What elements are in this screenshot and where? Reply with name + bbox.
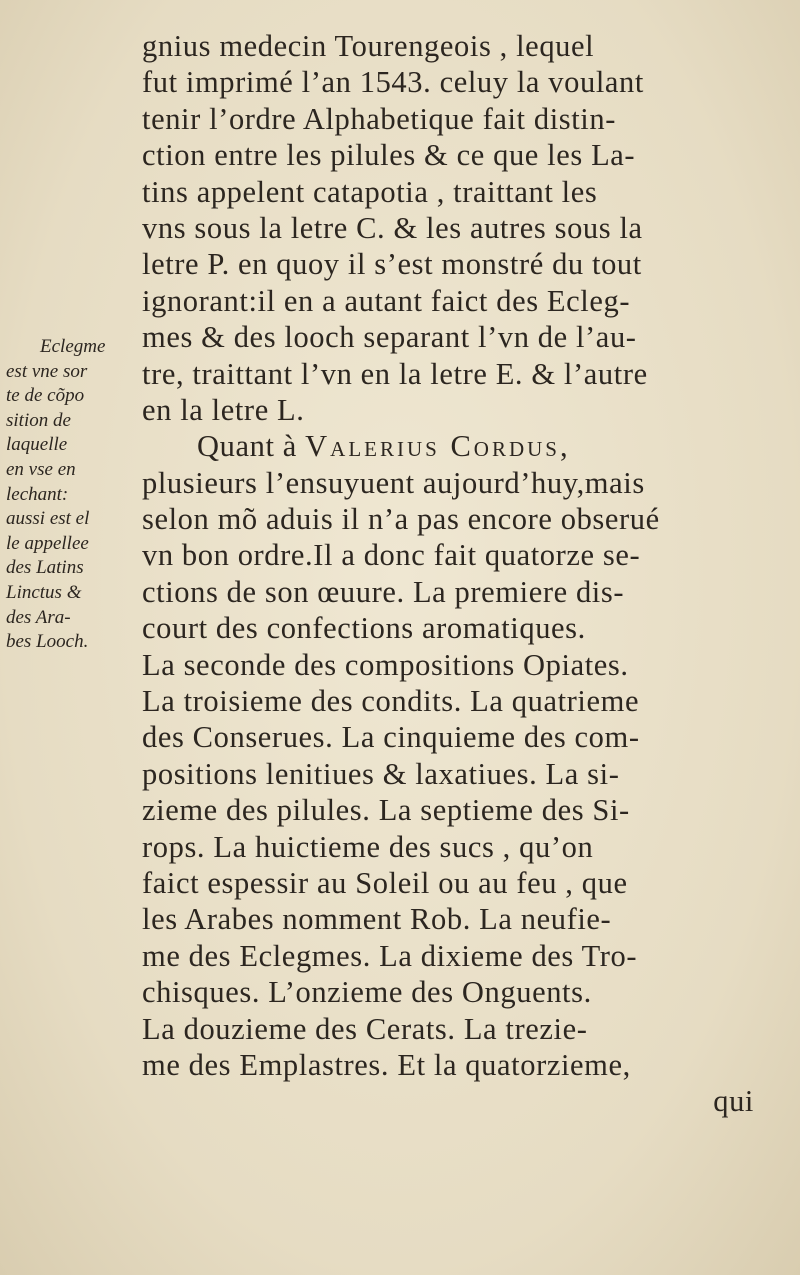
text-line: tenir l’ordre Alphabetique fait distin- <box>142 101 616 136</box>
margin-line: des Ara- <box>6 606 71 628</box>
margin-line: lechant: <box>6 483 69 505</box>
text-line: tins appelent catapotia , traittant les <box>142 174 598 209</box>
margin-line: te de cõpo <box>6 385 85 407</box>
text-line: me des Eclegmes. La dixieme des Tro- <box>142 938 638 973</box>
text-line: mes & des looch separant l’vn de l’au- <box>142 320 637 355</box>
margin-line: Linctus & <box>6 581 82 603</box>
margin-line: Eclegme <box>40 336 106 357</box>
text-line: me des Emplastres. Et la quatorzieme, <box>142 1047 631 1082</box>
marginal-note <box>6 335 156 655</box>
margin-line: laquelle <box>6 434 68 456</box>
margin-line: est vne sor <box>6 360 88 382</box>
margin-line: sition de <box>6 409 71 431</box>
text-line: plusieurs l’ensuyuent aujourd’huy,mais <box>142 465 645 500</box>
text-line: letre P. en quoy il s’est monstré du tout <box>142 247 642 282</box>
text-line: faict espessir au Soleil ou au feu , que <box>142 865 628 900</box>
text-line: La douzieme des Cerats. La trezie- <box>142 1011 588 1046</box>
text-line: fut imprimé l’an 1543. celuy la voulant <box>142 65 644 100</box>
text-line: positions lenitiues & laxatiues. La si- <box>142 756 620 791</box>
text-line: court des confections aromatiques. <box>142 611 586 646</box>
text-line: La troisieme des condits. La quatrieme <box>142 684 640 719</box>
margin-line: le appellee <box>6 532 89 554</box>
text-line: ctions de son œuure. La premiere dis- <box>142 574 625 609</box>
text-line: vns sous la letre C. & les autres sous la <box>142 210 643 245</box>
text-line: zieme des pilules. La septieme des Si- <box>142 793 630 828</box>
paragraph-lead-line <box>142 428 772 464</box>
catchword: qui <box>713 1084 754 1119</box>
text-line: selon mõ aduis il n’a pas encore obserué <box>142 502 660 537</box>
text-line: les Arabes nomment Rob. La neufie- <box>142 902 612 937</box>
text-line: ction entre les pilules & ce que les La- <box>142 138 636 173</box>
text-line: des Conserues. La cinquieme des com- <box>142 720 640 755</box>
margin-line: en vse en <box>6 458 76 480</box>
text-line: chisques. L’onzieme des Onguents. <box>142 975 592 1010</box>
paragraph-lead: Quant à <box>197 429 306 464</box>
main-text-block <box>142 28 772 1120</box>
text-line: en la letre L. <box>142 392 305 427</box>
text-line: ignorant:il en a autant faict des Ecleg- <box>142 283 631 318</box>
text-line: rops. La huictieme des sucs , qu’on <box>142 829 594 864</box>
author-name: Valerius Cordus, <box>305 429 571 464</box>
text-line: vn bon ordre.Il a donc fait quatorze se- <box>142 538 641 573</box>
text-line: La seconde des compositions Opiates. <box>142 647 629 682</box>
text-line: tre, traittant l’vn en la letre E. & l’autre <box>142 356 648 391</box>
margin-line: aussi est el <box>6 508 90 530</box>
margin-line: bes Looch. <box>6 631 89 653</box>
text-line: gnius medecin Tourengeois , lequel <box>142 29 595 63</box>
margin-line: des Latins <box>6 557 84 579</box>
